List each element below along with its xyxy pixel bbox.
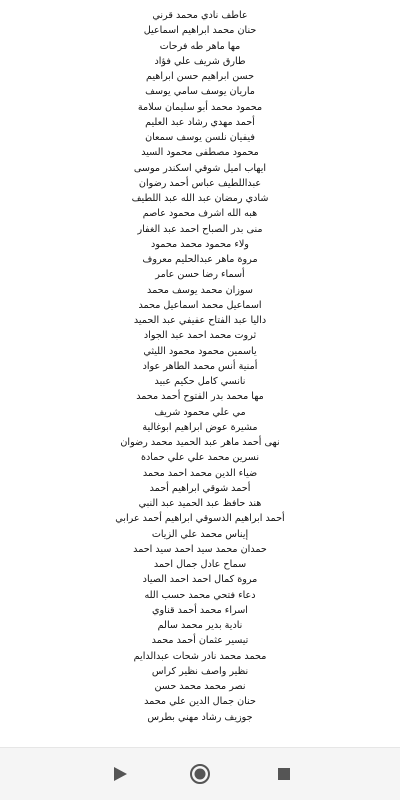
name-line: أحمد ابراهيم الدسوقي ابراهيم أحمد عرابي	[115, 513, 285, 525]
name-line: منى بدر الصباح احمد عبد الغفار	[137, 223, 263, 235]
name-line: محمود محمد أبو سليمان سلامة	[137, 101, 263, 113]
name-line: شادي رمضان عبد الله عبد اللطيف	[131, 193, 269, 204]
name-line: نصر محمد محمد حسن	[154, 681, 246, 692]
name-line: فيفيان نلسن يوسف سمعان	[145, 132, 255, 143]
name-line: نسرين محمد علي علي حمادة	[140, 452, 260, 464]
name-line: ضياء الدين محمد احمد محمد	[142, 467, 258, 479]
name-line: أسماء رضا حسن عامر	[155, 269, 245, 281]
name-line: ثروت محمد احمد عبد الجواد	[143, 330, 257, 342]
name-line: سماح عادل جمال احمد	[153, 559, 247, 570]
name-line: مها ماهر طه فرحات	[159, 40, 241, 52]
name-line: اسراء محمد أحمد قناوي	[152, 604, 248, 616]
name-line: تيسير عثمان أحمد محمد	[151, 635, 249, 647]
name-line: مي علي محمود شريف	[154, 406, 246, 418]
name-line: ياسمين محمود محمود الليثي	[143, 345, 257, 357]
name-line: جوزيف رشاد مهني بطرس	[147, 711, 253, 723]
name-line: داليا عبد الفتاح عفيفي عبد الحميد	[133, 315, 267, 326]
name-line: نادية بدير محمد سالم	[157, 620, 243, 631]
name-line: هند حافظ عبد الحميد عبد النبي	[138, 498, 262, 509]
name-line: محمود مصطفى محمود السيد	[141, 147, 259, 159]
name-line: حسن ابراهيم حسن ابراهيم	[146, 71, 254, 82]
name-line: مشيرة عوض ابراهيم ابوغالية	[142, 421, 258, 433]
name-line: عاطف نادي محمد قرني	[152, 10, 248, 21]
record-circle-icon	[189, 763, 211, 785]
name-line: هبه الله اشرف محمود عاصم	[142, 208, 258, 220]
name-line: ولاء محمود محمد محمود	[151, 238, 249, 250]
name-line: أحمد شوقي ابراهيم أحمد	[149, 482, 251, 494]
name-line: ماريان يوسف سامي يوسف	[145, 86, 255, 98]
name-line: اسماعيل محمد اسماعيل محمد	[138, 299, 262, 311]
name-line: عبداللطيف عباس أحمد رضوان	[138, 177, 262, 189]
name-line: حنان جمال الدين علي محمد	[144, 696, 256, 708]
name-line: نهى أحمد ماهر عبد الحميد محمد رضوان	[120, 437, 280, 448]
name-line: مروة ماهر عبدالحليم معروف	[142, 254, 258, 265]
play-triangle-icon	[112, 766, 128, 782]
name-line: ايهاب اميل شوقي اسكندر موسى	[133, 162, 267, 174]
home-button[interactable]	[186, 760, 214, 788]
back-button[interactable]	[106, 760, 134, 788]
name-line: نظير واصف نظير كراس	[151, 665, 249, 677]
name-line: طارق شريف علي فؤاد	[154, 55, 246, 67]
name-line: مروة كمال احمد احمد الصياد	[142, 574, 258, 586]
recents-button[interactable]	[270, 760, 298, 788]
stop-square-icon	[277, 767, 291, 781]
navigation-bar	[0, 747, 400, 800]
name-line: سوزان محمد يوسف محمد	[147, 284, 253, 296]
name-line: دعاء فتحي محمد حسب الله	[144, 589, 256, 601]
name-line: إيناس محمد علي الزيات	[151, 528, 249, 540]
name-line: أحمد مهدي رشاد عبد العليم	[145, 116, 255, 128]
name-line: أمنية أنس محمد الطاهر عواد	[142, 360, 258, 372]
name-line: حمدان محمد سيد احمد سيد احمد	[133, 543, 267, 555]
name-line: محمد محمد نادر شحات عبدالدايم	[133, 650, 267, 662]
name-line: مها محمد بدر الفتوح أحمد محمد	[136, 391, 264, 403]
name-line: حنان محمد ابراهيم اسماعيل	[143, 25, 257, 37]
name-line: نانسي كامل حكيم عبيد	[154, 376, 246, 387]
